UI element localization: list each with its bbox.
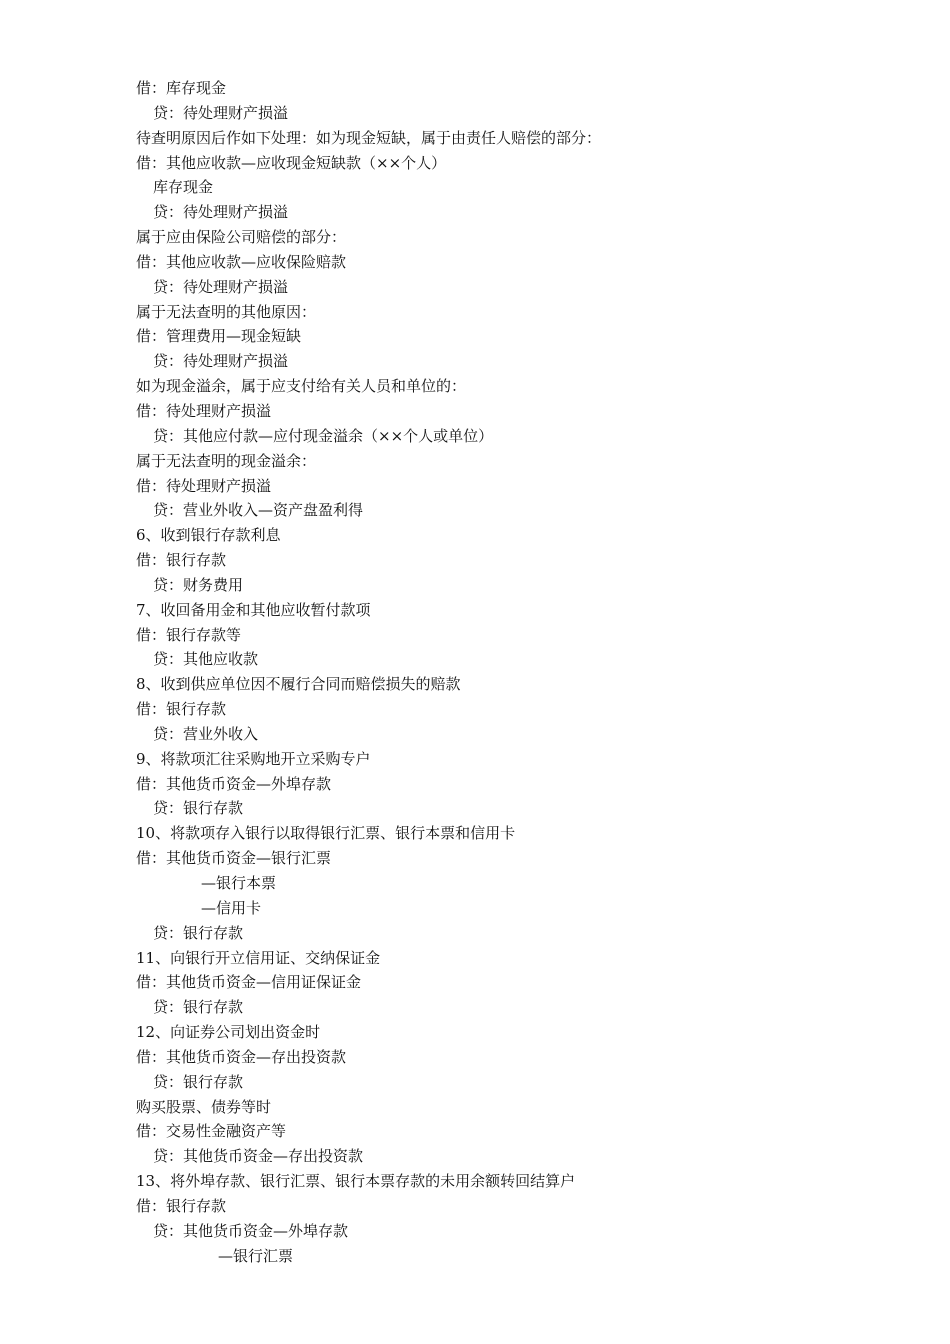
section-heading: 8、收到供应单位因不履行合同而赔偿损失的赔款 bbox=[136, 675, 461, 694]
journal-sub-account-line: —银行汇票 bbox=[218, 1246, 294, 1265]
journal-sub-account-line: —银行本票 bbox=[201, 874, 277, 892]
journal-debit-line: 借：其他应收款—应收保险赔款 bbox=[136, 252, 347, 271]
journal-debit-line: 借：管理费用—现金短缺 bbox=[136, 327, 302, 346]
journal-debit-line: 借：其他货币资金—银行汇票 bbox=[136, 849, 332, 868]
journal-debit-line: 借：银行存款 bbox=[136, 1196, 227, 1215]
journal-credit-line: 贷：待处理财产损溢 bbox=[153, 352, 289, 371]
journal-debit-line: 借：其他货币资金—信用证保证金 bbox=[136, 973, 362, 992]
journal-debit-line: 借：其他货币资金—外埠存款 bbox=[136, 774, 332, 793]
journal-debit-line: 借：库存现金 bbox=[136, 79, 227, 97]
section-heading: 12、向证券公司划出资金时 bbox=[136, 1023, 321, 1042]
explanation-line: 待查明原因后作如下处理：如为现金短缺，属于由责任人赔偿的部分： bbox=[136, 128, 602, 147]
journal-debit-line: 借：其他货币资金—存出投资款 bbox=[136, 1047, 347, 1066]
section-heading: 6、收到银行存款利息 bbox=[136, 526, 281, 545]
journal-credit-line: 贷：待处理财产损溢 bbox=[153, 103, 289, 122]
journal-debit-line: 借：银行存款 bbox=[136, 551, 227, 570]
journal-credit-line: 贷：财务费用 bbox=[153, 575, 244, 594]
journal-credit-line: 贷：其他应付款—应付现金溢余（××个人或单位） bbox=[153, 426, 494, 445]
journal-debit-line: 借：银行存款等 bbox=[136, 625, 242, 644]
document-body bbox=[136, 76, 836, 1269]
journal-credit-line: 贷：其他货币资金—外埠存款 bbox=[153, 1221, 349, 1240]
explanation-line: 属于无法查明的现金溢余： bbox=[136, 451, 317, 470]
explanation-line: 如为现金溢余，属于应支付给有关人员和单位的： bbox=[136, 377, 467, 396]
explanation-line: 属于应由保险公司赔偿的部分： bbox=[136, 228, 347, 247]
section-heading: 13、将外埠存款、银行汇票、银行本票存款的未用余额转回结算户 bbox=[136, 1172, 576, 1191]
journal-credit-line: 贷：待处理财产损溢 bbox=[153, 277, 289, 296]
journal-debit-line: 借：待处理财产损溢 bbox=[136, 476, 272, 495]
section-heading: 10、将款项存入银行以取得银行汇票、银行本票和信用卡 bbox=[136, 824, 516, 843]
journal-credit-line: 贷：银行存款 bbox=[153, 998, 244, 1017]
journal-credit-line: 贷：银行存款 bbox=[153, 799, 244, 818]
journal-credit-line: 贷：其他货币资金—存出投资款 bbox=[153, 1147, 364, 1166]
journal-debit-continuation-line: 库存现金 bbox=[153, 178, 214, 197]
journal-credit-line: 贷：银行存款 bbox=[153, 1072, 244, 1091]
explanation-line: 属于无法查明的其他原因： bbox=[136, 302, 317, 321]
journal-sub-account-line: —信用卡 bbox=[201, 898, 262, 917]
journal-debit-line: 借：银行存款 bbox=[136, 700, 227, 719]
journal-debit-line: 借：待处理财产损溢 bbox=[136, 401, 272, 420]
section-heading: 9、将款项汇往采购地开立采购专户 bbox=[136, 749, 371, 768]
journal-credit-line: 贷：其他应收款 bbox=[153, 650, 259, 669]
journal-debit-line: 借：交易性金融资产等 bbox=[136, 1122, 287, 1141]
section-heading: 11、向银行开立信用证、交纳保证金 bbox=[136, 948, 381, 967]
journal-credit-line: 贷：银行存款 bbox=[153, 923, 244, 942]
journal-debit-line: 借：其他应收款—应收现金短缺款（××个人） bbox=[136, 153, 447, 172]
journal-credit-line: 贷：待处理财产损溢 bbox=[153, 203, 289, 222]
section-heading: 7、收回备用金和其他应收暂付款项 bbox=[136, 600, 371, 619]
journal-credit-line: 贷：营业外收入 bbox=[153, 724, 259, 743]
journal-credit-line: 贷：营业外收入—资产盘盈利得 bbox=[153, 501, 364, 520]
explanation-line: 购买股票、债券等时 bbox=[136, 1097, 272, 1116]
